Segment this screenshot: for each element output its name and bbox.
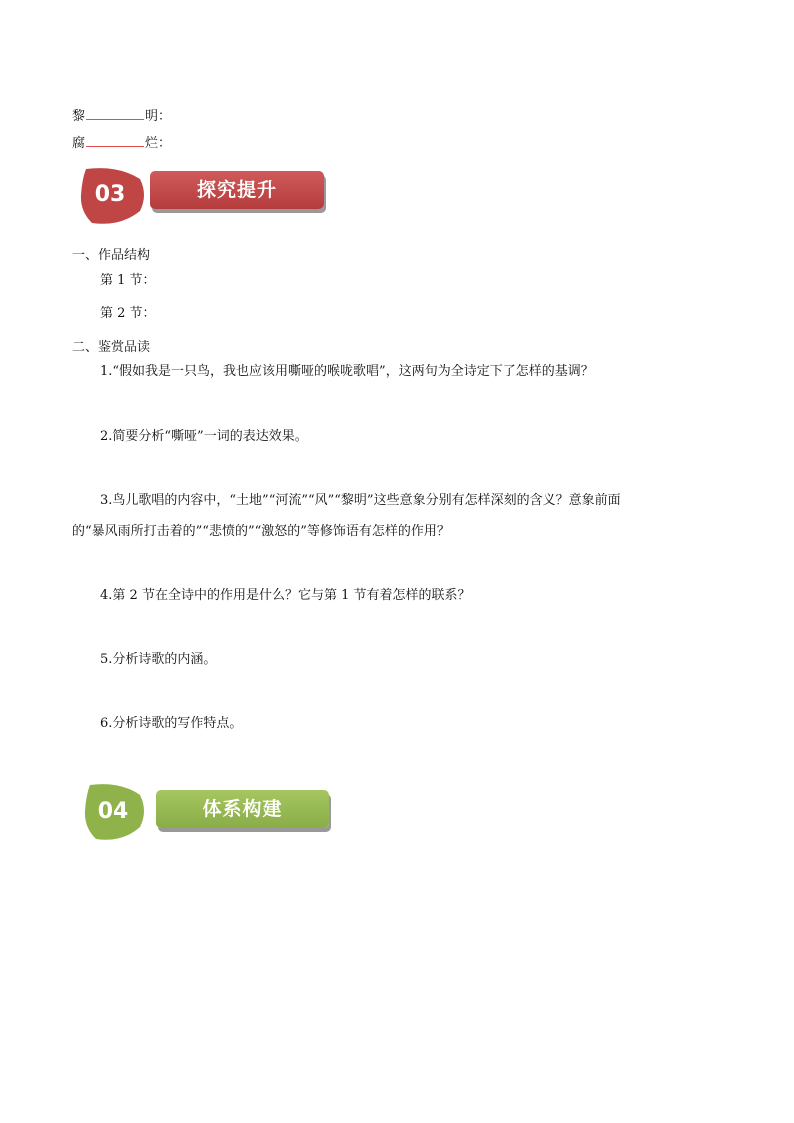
section-number-text: 03 [94, 182, 126, 207]
question-item: 3.鸟儿歌唱的内容中，“土地”“河流”“风”“黎明”这些意象分别有怎样深刻的含义？意象前面 [100, 493, 621, 508]
question-item: 2.简要分析“嘶哑”一词的表达效果。 [100, 429, 308, 444]
blank-line [86, 107, 144, 120]
section-title-banner: 探究提升 [150, 171, 324, 209]
question-item: 5.分析诗歌的内涵。 [100, 652, 217, 667]
vocab-row-1 [72, 107, 171, 126]
question-item-continued: 的“暴风雨所打击着的”“悲愤的”“激怒的”等修饰语有怎样的作用？ [72, 524, 450, 539]
part2-heading: 二、鉴赏品读 [72, 340, 151, 355]
vocab-char-first: 黎 [72, 109, 86, 124]
part1-heading: 一、作品结构 [72, 248, 151, 263]
section-number-text: 04 [97, 799, 129, 824]
vocab-char-second: 烂： [145, 136, 172, 151]
vocab-row-2 [72, 134, 171, 153]
section-title-banner: 体系构建 [156, 790, 329, 828]
structure-item: 第 2 节： [100, 306, 156, 321]
section-number-badge [78, 165, 148, 227]
vocab-char-first: 腐 [72, 136, 86, 151]
question-item: 6.分析诗歌的写作特点。 [100, 716, 243, 731]
vocab-char-second: 明： [145, 109, 172, 124]
section-number-badge [82, 781, 148, 843]
question-item: 4.第 2 节在全诗中的作用是什么？它与第 1 节有着怎样的联系？ [100, 588, 471, 603]
question-item: 1.“假如我是一只鸟，我也应该用嘶哑的喉咙歌唱”，这两句为全诗定下了怎样的基调？ [100, 364, 594, 379]
structure-item: 第 1 节： [100, 273, 156, 288]
blank-line [86, 134, 144, 147]
